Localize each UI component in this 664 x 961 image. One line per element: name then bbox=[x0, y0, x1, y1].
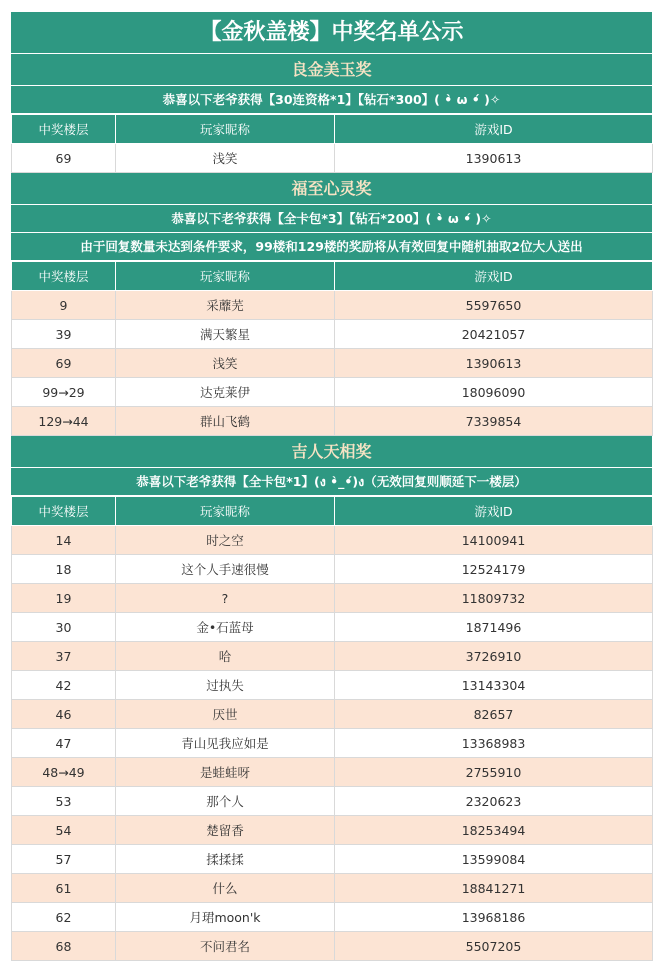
table-row bbox=[12, 787, 653, 816]
column-header: 游戏ID bbox=[335, 115, 653, 144]
nickname-cell: 青山见我应如是 bbox=[116, 729, 335, 758]
nickname-cell: 月珺moon'k bbox=[116, 903, 335, 932]
winner-table bbox=[11, 261, 653, 436]
floor-cell: 46 bbox=[12, 700, 116, 729]
game-id-cell: 18253494 bbox=[335, 816, 653, 845]
table-row bbox=[12, 932, 653, 961]
nickname-cell: 揉揉揉 bbox=[116, 845, 335, 874]
table-row bbox=[12, 378, 653, 407]
game-id-cell: 14100941 bbox=[335, 526, 653, 555]
floor-cell: 42 bbox=[12, 671, 116, 700]
floor-cell: 47 bbox=[12, 729, 116, 758]
winner-list-sheet bbox=[11, 12, 652, 961]
nickname-cell: 浅笑 bbox=[116, 349, 335, 378]
column-header: 玩家昵称 bbox=[116, 497, 335, 526]
nickname-cell: 金•石蓝母 bbox=[116, 613, 335, 642]
table-row bbox=[12, 671, 653, 700]
game-id-cell: 13599084 bbox=[335, 845, 653, 874]
floor-cell: 57 bbox=[12, 845, 116, 874]
nickname-cell: 满天繁星 bbox=[116, 320, 335, 349]
column-header: 玩家昵称 bbox=[116, 262, 335, 291]
table-row bbox=[12, 555, 653, 584]
column-header: 游戏ID bbox=[335, 262, 653, 291]
prize-note: 由于回复数量未达到条件要求，99楼和129楼的奖励将从有效回复中随机抽取2位大人送出 bbox=[11, 233, 652, 261]
game-id-cell: 11809732 bbox=[335, 584, 653, 613]
table-row bbox=[12, 407, 653, 436]
nickname-cell: 哈 bbox=[116, 642, 335, 671]
game-id-cell: 13143304 bbox=[335, 671, 653, 700]
table-header-row bbox=[12, 497, 653, 526]
prize-section bbox=[11, 436, 652, 961]
nickname-cell: 什么 bbox=[116, 874, 335, 903]
column-header: 玩家昵称 bbox=[116, 115, 335, 144]
nickname-cell: 不问君名 bbox=[116, 932, 335, 961]
prize-section bbox=[11, 173, 652, 436]
nickname-cell: 时之空 bbox=[116, 526, 335, 555]
game-id-cell: 1390613 bbox=[335, 144, 653, 173]
floor-cell: 129→44 bbox=[12, 407, 116, 436]
table-row bbox=[12, 845, 653, 874]
nickname-cell: 这个人手速很慢 bbox=[116, 555, 335, 584]
table-row bbox=[12, 903, 653, 932]
column-header: 中奖楼层 bbox=[12, 115, 116, 144]
floor-cell: 39 bbox=[12, 320, 116, 349]
prize-section bbox=[11, 54, 652, 173]
nickname-cell: 那个人 bbox=[116, 787, 335, 816]
table-row bbox=[12, 758, 653, 787]
nickname-cell: 楚留香 bbox=[116, 816, 335, 845]
floor-cell: 69 bbox=[12, 144, 116, 173]
prize-name: 福至心灵奖 bbox=[11, 173, 652, 205]
floor-cell: 30 bbox=[12, 613, 116, 642]
game-id-cell: 7339854 bbox=[335, 407, 653, 436]
floor-cell: 69 bbox=[12, 349, 116, 378]
nickname-cell: 采蘼芜 bbox=[116, 291, 335, 320]
table-row bbox=[12, 349, 653, 378]
floor-cell: 99→29 bbox=[12, 378, 116, 407]
floor-cell: 18 bbox=[12, 555, 116, 584]
nickname-cell: ? bbox=[116, 584, 335, 613]
floor-cell: 61 bbox=[12, 874, 116, 903]
nickname-cell: 是蛙蛙呀 bbox=[116, 758, 335, 787]
nickname-cell: 群山飞鹤 bbox=[116, 407, 335, 436]
floor-cell: 19 bbox=[12, 584, 116, 613]
prize-name: 吉人天相奖 bbox=[11, 436, 652, 468]
table-row bbox=[12, 700, 653, 729]
game-id-cell: 13968186 bbox=[335, 903, 653, 932]
prize-name: 良金美玉奖 bbox=[11, 54, 652, 86]
table-row bbox=[12, 613, 653, 642]
game-id-cell: 5597650 bbox=[335, 291, 653, 320]
prize-note: 恭喜以下老爷获得【30连资格*1】【钻石*300】( •̀ ω •́ )✧ bbox=[11, 86, 652, 114]
game-id-cell: 3726910 bbox=[335, 642, 653, 671]
winner-table bbox=[11, 114, 653, 173]
game-id-cell: 2755910 bbox=[335, 758, 653, 787]
prize-note: 恭喜以下老爷获得【全卡包*3】【钻石*200】( •̀ ω •́ )✧ bbox=[11, 205, 652, 233]
table-row bbox=[12, 642, 653, 671]
floor-cell: 54 bbox=[12, 816, 116, 845]
floor-cell: 53 bbox=[12, 787, 116, 816]
column-header: 中奖楼层 bbox=[12, 262, 116, 291]
floor-cell: 9 bbox=[12, 291, 116, 320]
game-id-cell: 18096090 bbox=[335, 378, 653, 407]
table-row bbox=[12, 526, 653, 555]
table-row bbox=[12, 320, 653, 349]
table-header-row bbox=[12, 262, 653, 291]
nickname-cell: 过执失 bbox=[116, 671, 335, 700]
game-id-cell: 1390613 bbox=[335, 349, 653, 378]
game-id-cell: 13368983 bbox=[335, 729, 653, 758]
prize-note: 恭喜以下老爷获得【全卡包*1】(ง •̀_•́)ง（无效回复则顺延下一楼层） bbox=[11, 468, 652, 496]
table-row bbox=[12, 874, 653, 903]
column-header: 中奖楼层 bbox=[12, 497, 116, 526]
game-id-cell: 1871496 bbox=[335, 613, 653, 642]
game-id-cell: 5507205 bbox=[335, 932, 653, 961]
prize-sections bbox=[11, 54, 652, 961]
floor-cell: 62 bbox=[12, 903, 116, 932]
table-row bbox=[12, 729, 653, 758]
table-row bbox=[12, 584, 653, 613]
game-id-cell: 12524179 bbox=[335, 555, 653, 584]
game-id-cell: 82657 bbox=[335, 700, 653, 729]
game-id-cell: 20421057 bbox=[335, 320, 653, 349]
floor-cell: 14 bbox=[12, 526, 116, 555]
table-row bbox=[12, 816, 653, 845]
floor-cell: 48→49 bbox=[12, 758, 116, 787]
column-header: 游戏ID bbox=[335, 497, 653, 526]
table-header-row bbox=[12, 115, 653, 144]
winner-table bbox=[11, 496, 653, 961]
nickname-cell: 浅笑 bbox=[116, 144, 335, 173]
floor-cell: 37 bbox=[12, 642, 116, 671]
floor-cell: 68 bbox=[12, 932, 116, 961]
game-id-cell: 2320623 bbox=[335, 787, 653, 816]
game-id-cell: 18841271 bbox=[335, 874, 653, 903]
table-row bbox=[12, 291, 653, 320]
table-row bbox=[12, 144, 653, 173]
nickname-cell: 厌世 bbox=[116, 700, 335, 729]
nickname-cell: 达克莱伊 bbox=[116, 378, 335, 407]
page-title: 【金秋盖楼】中奖名单公示 bbox=[11, 12, 652, 54]
